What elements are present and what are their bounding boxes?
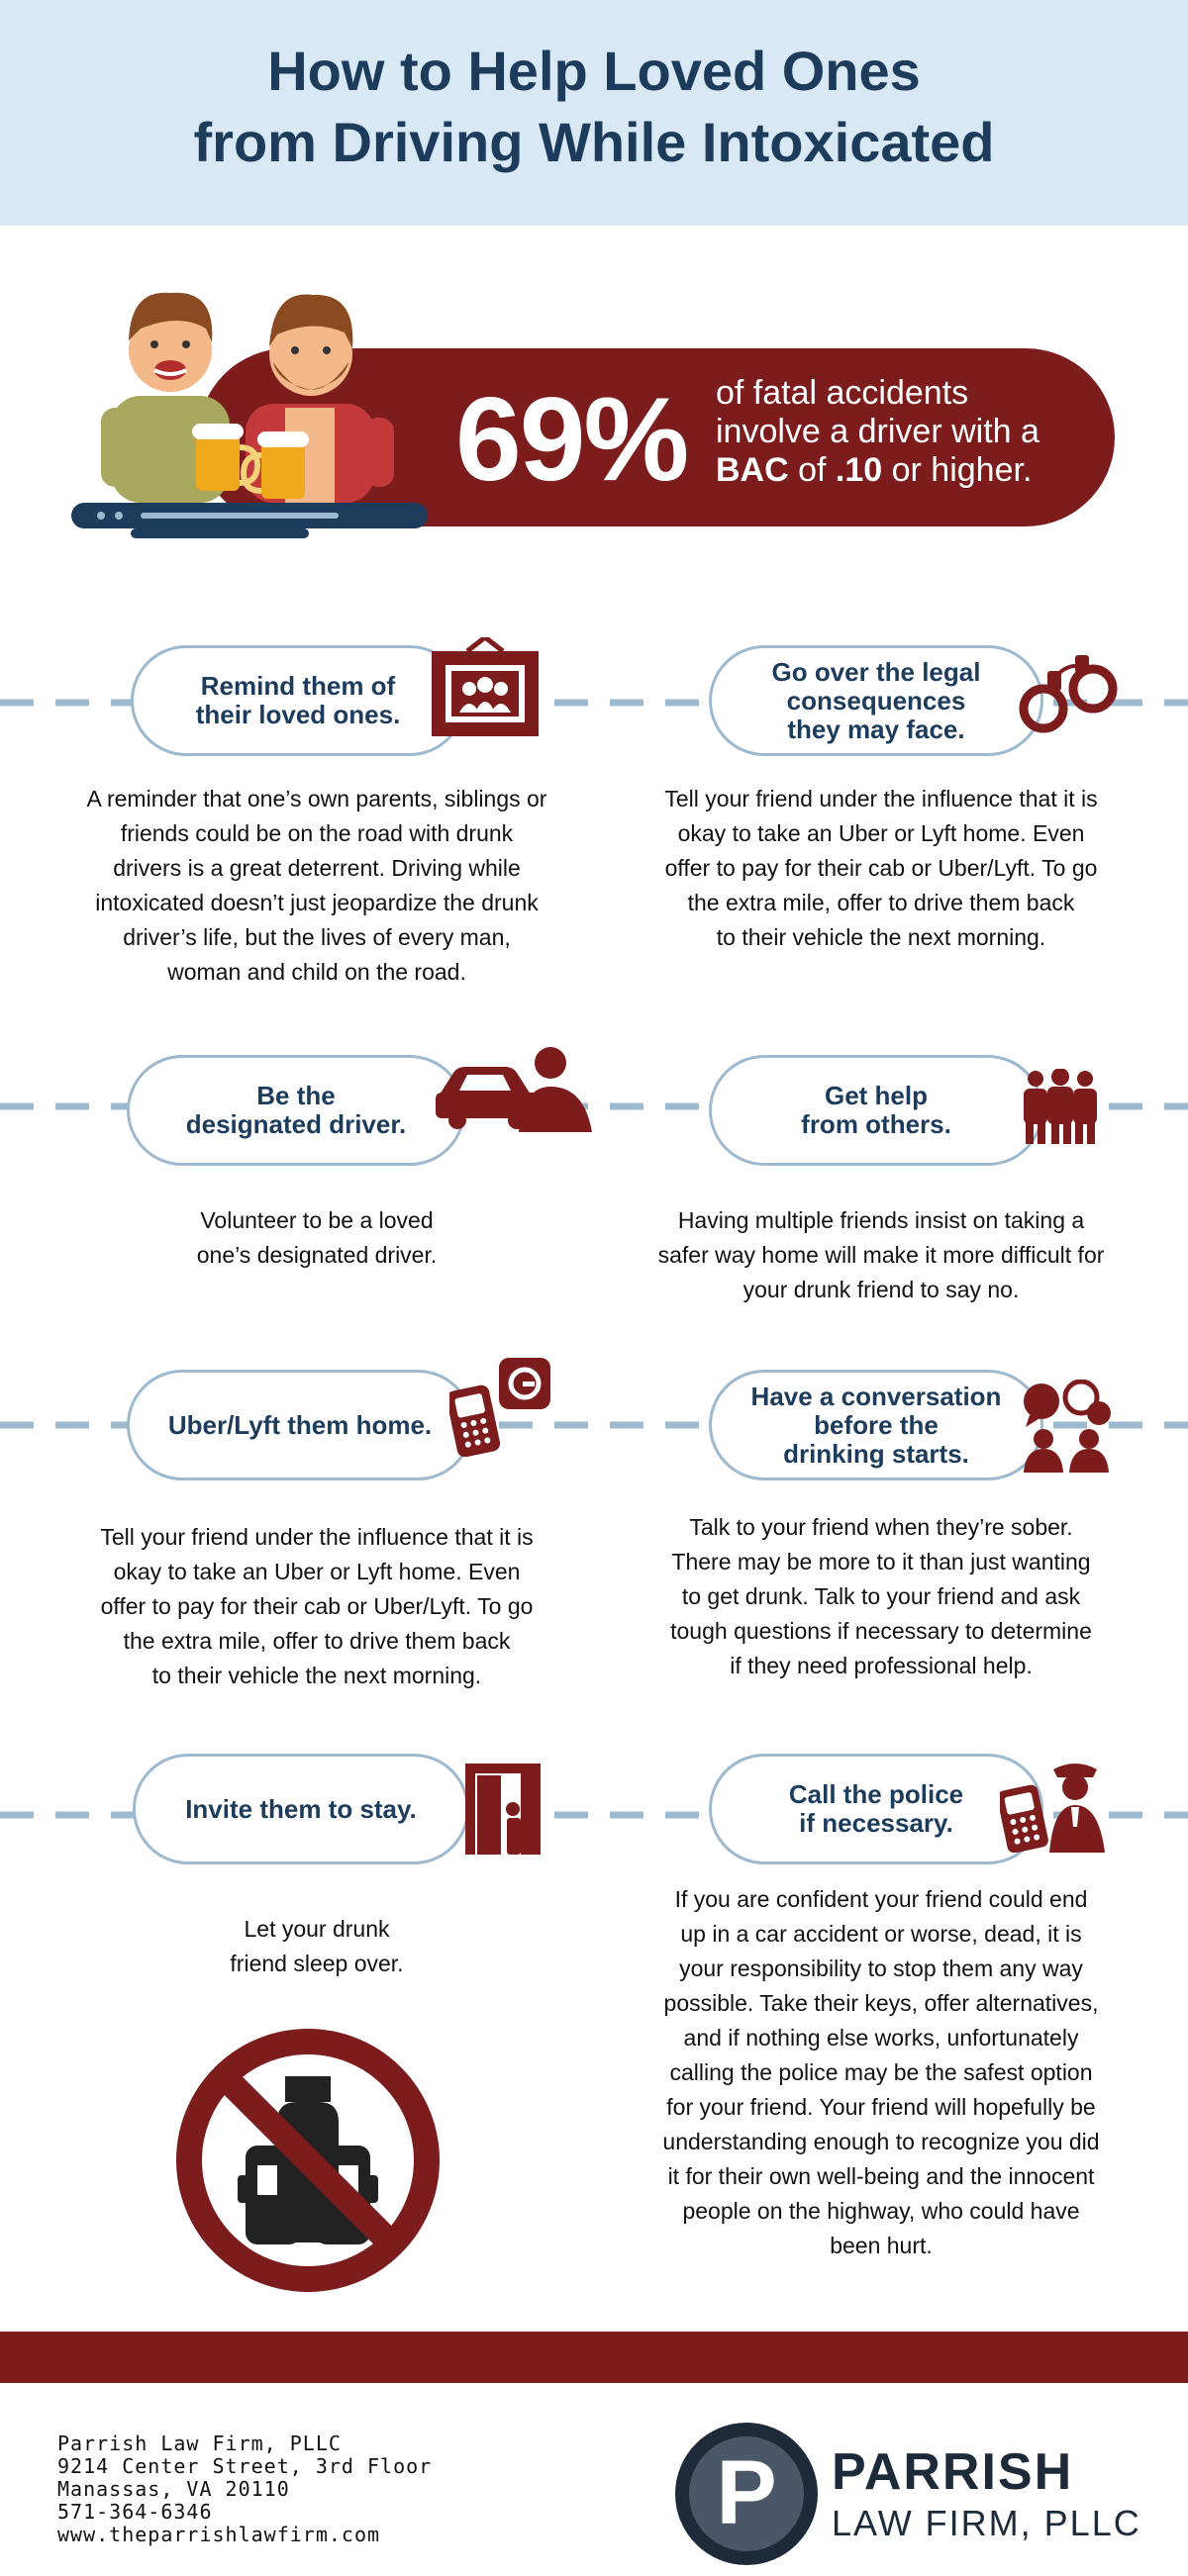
tip-designated-body: Volunteer to be a loved one’s designated driver. [196,1207,438,1268]
logo-name: PARRISH [832,2443,1074,2501]
tip-get-help-body: Having multiple friends insist on taking a safer way home will make it more difficult for your drunk friend to say no. [657,1207,1105,1302]
tip-uber-body: Tell your friend under the influence that it is okay to take an Uber or Lyft home. Even offer to pay for their cab or Uber/Lyft. To go the extra mile, offer to drive them back to their vehicle the next morning. [100,1524,534,1688]
tip-conversation-body: Talk to your friend when they’re sober. There may be more to it than just wanting to get drunk. Talk to your friend and ask tough questions if necessary to determine if they need professional help. [670,1514,1092,1678]
firm-phone: 571-364-6346 [57,2500,213,2524]
title-line-1: How to Help Loved Ones [267,40,921,102]
no-drunk-driving-icon [174,2027,442,2294]
two-men-cheers-illustration [71,259,428,546]
footer-band [0,2332,1188,2383]
logo-letter: P [716,2442,777,2543]
tip-call-police: Call the police if necessary. [709,1754,1043,1864]
firm-street: 9214 Center Street, 3rd Floor [57,2454,433,2478]
firm-name: Parrish Law Firm, PLLC [57,2432,342,2455]
door-icon [465,1764,544,1855]
page-title [0,36,1188,178]
tip-invite-body: Let your drunk friend sleep over. [230,1916,404,1976]
logo-subtitle: LAW FIRM, PLLC [832,2503,1141,2543]
title-line-2: from Driving While Intoxicated [193,111,995,173]
tip-get-help: Get help from others. [709,1055,1043,1166]
phone-police-icon [1000,1758,1109,1853]
tip-remind-body: A reminder that one’s own parents, siblings or friends could be on the road with drunk drivers is a great deterrent. Driving while intoxicated doesn’t just jeopardize the drunk driver’s life, but the lives of every man, woman and child on the road. [86,786,547,985]
tip-legal-body: Tell your friend under the influence that it is okay to take an Uber or Lyft home. Even offer to pay for their cab or Uber/Lyft. To go the extra mile, offer to drive them back to their vehicle the next morning. [664,786,1098,950]
tip-uber-lyft: Uber/Lyft them home. [127,1370,473,1480]
handcuffs-icon [1018,653,1121,736]
tip-designated-driver: Be the designated driver. [127,1055,465,1166]
family-portrait-icon [428,637,543,738]
parrish-logo-badge [673,2421,820,2567]
firm-address [57,2433,432,2546]
stat-percent: 69% [455,373,688,506]
tip-remind-loved-ones: Remind them of their loved ones. [131,645,465,756]
conversation-icon [1020,1380,1115,1473]
tip-police-body: If you are confident your friend could end up in a car accident or worse, dead, it is your responsibility to stop them any way possible. Take their keys, offer alternatives, and if nothing else works, unfortunately calling the police may be the safest option for your friend. Your friend will hopefully be understanding enough to recognize you did it for their own well-being and the innocent people on the highway, who could have been hurt. [662,1886,1100,2258]
tip-legal-consequences: Go over the legal consequences they may face. [709,645,1043,756]
firm-website: www.theparrishlawfirm.com [57,2523,381,2546]
phone-ride-app-icon [449,1358,552,1457]
header-banner [0,0,1188,226]
tip-invite-to-stay: Invite them to stay. [133,1754,469,1864]
group-of-friends-icon [1016,1069,1105,1146]
stat-description: of fatal accidents involve a driver with a BAC of .10 or higher. [716,374,1040,489]
firm-city: Manassas, VA 20110 [57,2477,290,2501]
tip-have-conversation: Have a conversation before the drinking starts. [709,1370,1043,1480]
car-driver-icon [436,1047,596,1134]
